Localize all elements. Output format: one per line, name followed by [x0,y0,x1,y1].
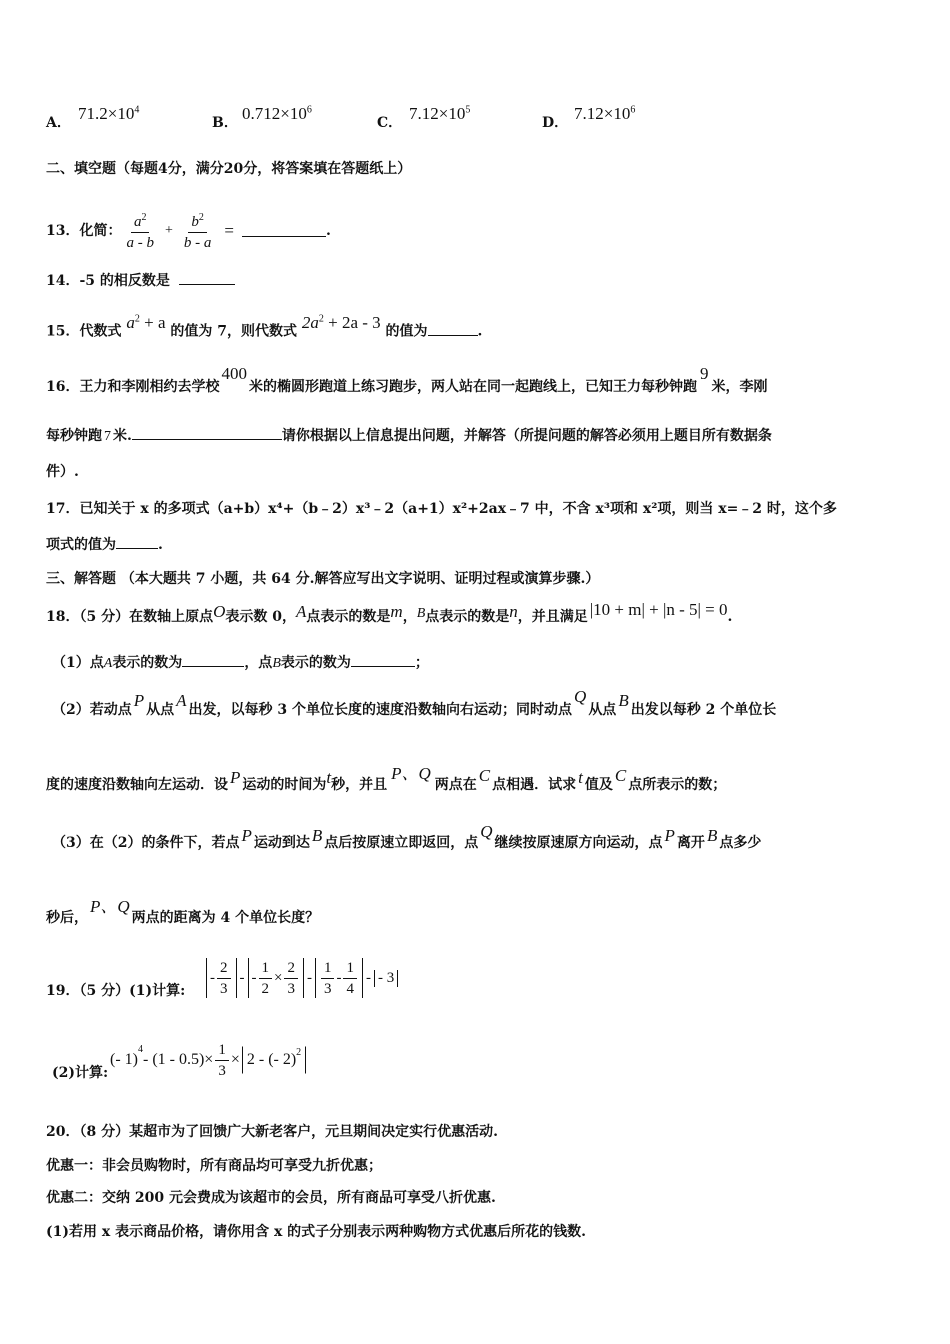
q18-line1: 18．（5 分）在数轴上原点O表示数 0，A点表示的数是m，B点表示的数是n，并且满足 |10 + m| + |n - 5| = 0. [46,600,733,625]
q18-blank-a [182,654,244,667]
q18-part2-line2: 度的速度沿数轴向左运动．设 P 运动的时间为t秒，并且P、Q两点在 C 点相遇．试求 t 值及 C 点所表示的数； [46,764,727,793]
q19-expr1: - $\frac{2}{3}$ - - $\frac{1}{2}$ × $\frac{2}{3}$ - $\frac{1}{3}$ - $\frac{1}{4}$ - - 3 [206,956,398,1000]
q14-blank [179,272,235,285]
q19-expr2: (- 1) $^4$ - (1 - 0.5)× $\frac{1}{3}$ × 2 - (- 2) $^2$ [110,1038,306,1082]
option-c: C． [377,115,403,131]
q15-blank [428,323,478,336]
q20-line4: (1)若用 x 表示商品价格，请你用含 x 的式子分别表示两种购物方式优惠后所花的钱数. [46,1224,587,1240]
q18-part1: （1）点A表示的数为 ，点B表示的数为 ； [52,655,429,671]
q17-blank [116,536,158,549]
q13-blank [242,224,326,237]
option-a [46,114,71,132]
q13: 13．化简： $\frac{a^2}{a - b}$ + $\frac{b^2}{b - a}$ = . [46,208,331,253]
q17-line1: 17．已知关于 x 的多项式（a+b）x⁴+（b﹣2）x³﹣2（a+1）x²+2ax﹣7 中，不含 x³项和 x²项，则当 x=﹣2 时，这个多 [46,501,837,517]
q18-part2-line1: （2）若动点 P 从点 A 出发，以每秒 3 个单位长度的速度沿数轴向右运动；同时动点Q从点 B 出发以每秒 2 个单位长 [52,687,777,718]
q13-frac1: $\frac{a^2}{a - b}$ [123,208,157,253]
option-c-value: $7.12\times 10^5$ [409,104,471,123]
q18-equation: |10 + m| + |n - 5| = 0 [589,600,728,619]
q17-line2: 项式的值为 . [46,537,163,553]
q15: 15．代数式 $a^2 + a$ 的值为 7，则代数式 $2a^2 + 2a - 3$ 的值为 . [46,312,483,340]
option-a-label: A． [46,115,71,131]
option-d-value: $7.12\times 10^6$ [574,104,636,123]
section2-title: 二、填空题（每题4分，满分20分，将答案填在答题纸上） [46,161,412,177]
section3-title: 三、解答题 （本大题共 7 小题，共 64 分.解答应写出文字说明、证明过程或演算步骤.） [46,571,600,587]
q19-part1-label: 19．（5 分）(1)计算: [46,983,186,999]
q16-line3: 件）. [46,464,79,480]
q18-part3-line2: 秒后，P、Q两点的距离为 4 个单位长度？ [46,897,320,926]
option-d: D． [542,115,569,131]
q18-blank-b [351,654,415,667]
option-a-value: $71.2\times 10^4$ [78,104,140,123]
q13-frac2: $\frac{b^2}{b - a}$ [181,208,215,253]
q16-blank [132,427,282,440]
q20-line3: 优惠二：交纳 200 元会费成为该超市的会员，所有商品可享受八折优惠. [46,1190,496,1206]
q16-line2: 每秒钟跑 7 米. 请你根据以上信息提出问题，并解答（所提问题的解答必须用上题目所有数据条 [46,428,772,444]
q18-part3-line1: （3）在（2）的条件下，若点 P 运动到达 B 点后按原速立即返回，点Q继续按原速原方向运动，点 P 离开 B 点多少 [52,822,762,851]
option-b: B． [212,115,238,131]
q19-part2-label: (2)计算: [52,1065,109,1081]
q20-line1: 20．（8 分）某超市为了回馈广大新老客户，元旦期间决定实行优惠活动. [46,1124,498,1140]
q16-line1: 16．王力和李刚相约去学校400米的椭圆形跑道上练习跑步，两人站在同一起跑线上，已知王力每秒钟跑9米，李刚 [46,364,768,395]
q20-line2: 优惠一：非会员购物时，所有商品均可享受九折优惠； [46,1158,382,1174]
q14: 14．-5 的相反数是 [46,272,235,290]
option-b-value: $0.712\times 10^6$ [242,104,312,123]
